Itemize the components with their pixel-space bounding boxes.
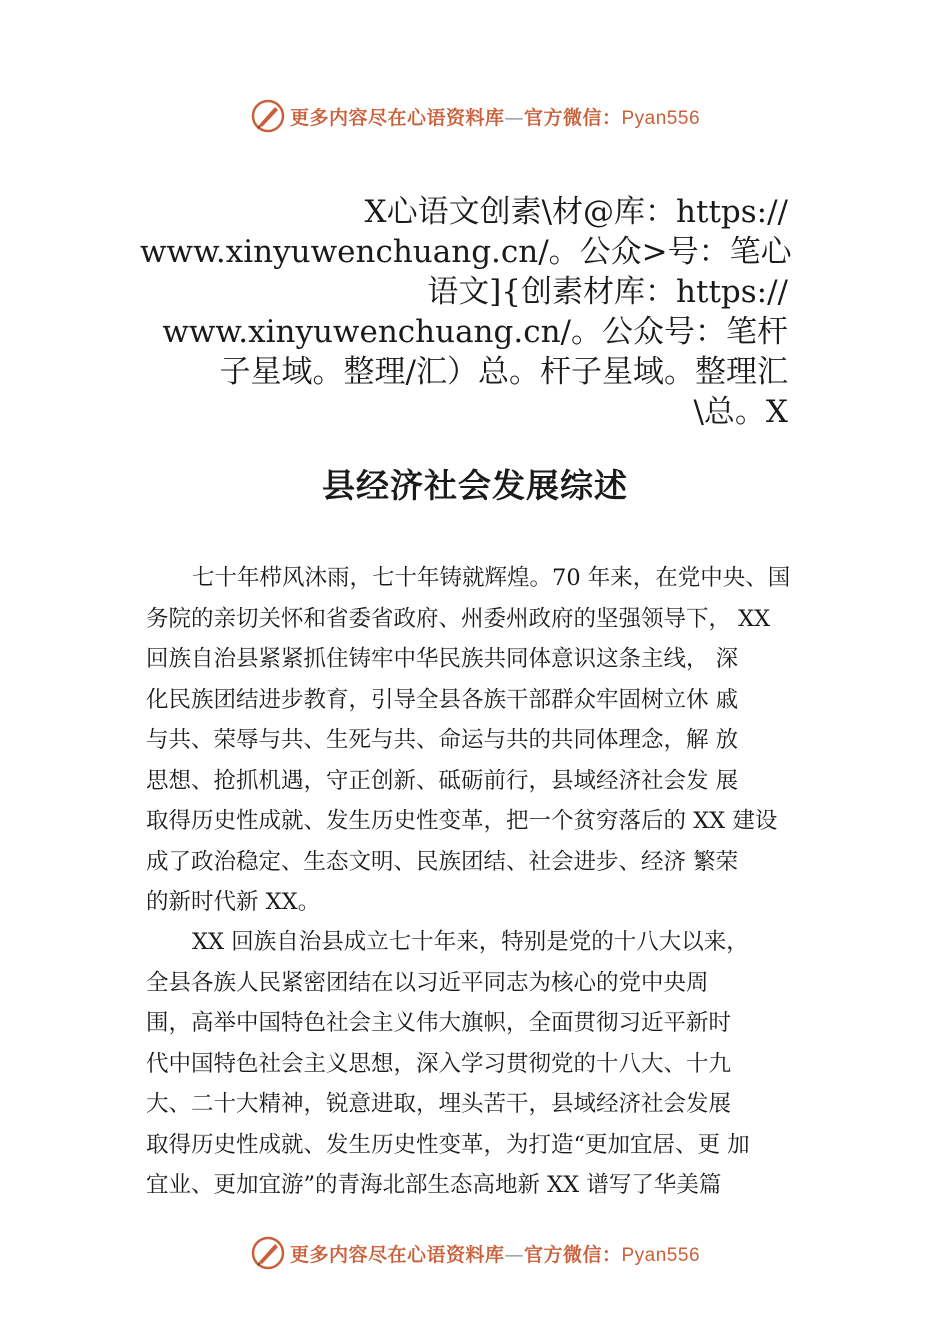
text-line: 化民族团结进步教育，引导全县各族干部群众牢固树立休 戚 xyxy=(146,686,739,713)
banner-main-text: 更多内容尽在心语资料库 xyxy=(289,106,505,129)
watermark-line: 子星域。整理/汇）总。杆子星域。整理汇 xyxy=(219,354,788,390)
watermark-line: \总。X xyxy=(693,394,788,430)
banner-label: 官方微信： xyxy=(523,1243,622,1266)
text-line: 与共、荣辱与共、生死与共、命运与共的共同体理念，解 放 xyxy=(146,727,739,753)
banner-label: 官方微信： xyxy=(523,106,622,129)
watermark-line: www.xinyuwenchuang.cn/。公众号：笔杆 xyxy=(162,314,788,350)
text-line: XX 回族自治县成立七十年来，特别是党的十八大以来， xyxy=(192,929,749,955)
footer-banner xyxy=(0,1233,950,1273)
document-title: 县经济社会发展综述 xyxy=(322,466,628,505)
paragraph-2 xyxy=(146,922,836,1206)
banner-wechat-id: Pyan556 xyxy=(621,107,701,129)
text-line: 回族自治县紧紧抓住铸牢中华民族共同体意识这条主线， 深 xyxy=(146,646,739,672)
banner-dash: — xyxy=(504,1243,524,1266)
banner-text xyxy=(290,1240,700,1267)
banner-text xyxy=(290,103,700,130)
text-line: 代中国特色社会主义思想，深入学习贯彻党的十八大、十九 xyxy=(146,1050,732,1077)
text-line: 七十年栉风沐雨，七十年铸就辉煌。70 年来，在党中央、国 xyxy=(192,565,791,591)
text-line: 思想、抢抓机遇，守正创新、砥砺前行，县域经济社会发 展 xyxy=(146,767,739,794)
text-line: 成了政治稳定、生态文明、民族团结、社会进步、经济 繁荣 xyxy=(146,848,739,875)
header-banner xyxy=(0,96,950,136)
watermark-line: www.xinyuwenchuang.cn/。公众>号：笔心 xyxy=(140,234,792,270)
text-line: 的新时代新 XX。 xyxy=(146,889,321,915)
quill-pen-icon xyxy=(250,98,286,134)
banner-dash: — xyxy=(504,106,524,129)
text-line: 取得历史性成就、发生历史性变革，把一个贫穷落后的 XX 建设 xyxy=(146,808,778,834)
quill-pen-icon xyxy=(250,1235,286,1271)
watermark-line: X心语文创素\材@库：https:// xyxy=(364,194,788,230)
text-line: 围，高举中国特色社会主义伟大旗帜，全面贯彻习近平新时 xyxy=(146,1010,732,1036)
text-line: 宜业、更加宜游”的青海北部生态高地新 XX 谱写了华美篇 xyxy=(146,1172,722,1198)
paragraph-1 xyxy=(146,558,836,923)
watermark-text-block xyxy=(140,192,792,432)
text-line: 取得历史性成就、发生历史性变革，为打造“更加宜居、更 加 xyxy=(146,1131,750,1158)
text-line: 大、二十大精神，锐意进取，埋头苦干，县域经济社会发展 xyxy=(146,1091,732,1117)
text-line: 全县各族人民紧密团结在以习近平同志为核心的党中央周 xyxy=(146,969,709,996)
banner-main-text: 更多内容尽在心语资料库 xyxy=(289,1243,505,1266)
watermark-line: 语文]{创素材库：https:// xyxy=(427,274,788,310)
text-line: 务院的亲切关怀和省委省政府、州委州政府的坚强领导下， XX xyxy=(146,605,771,632)
banner-wechat-id: Pyan556 xyxy=(621,1244,701,1266)
